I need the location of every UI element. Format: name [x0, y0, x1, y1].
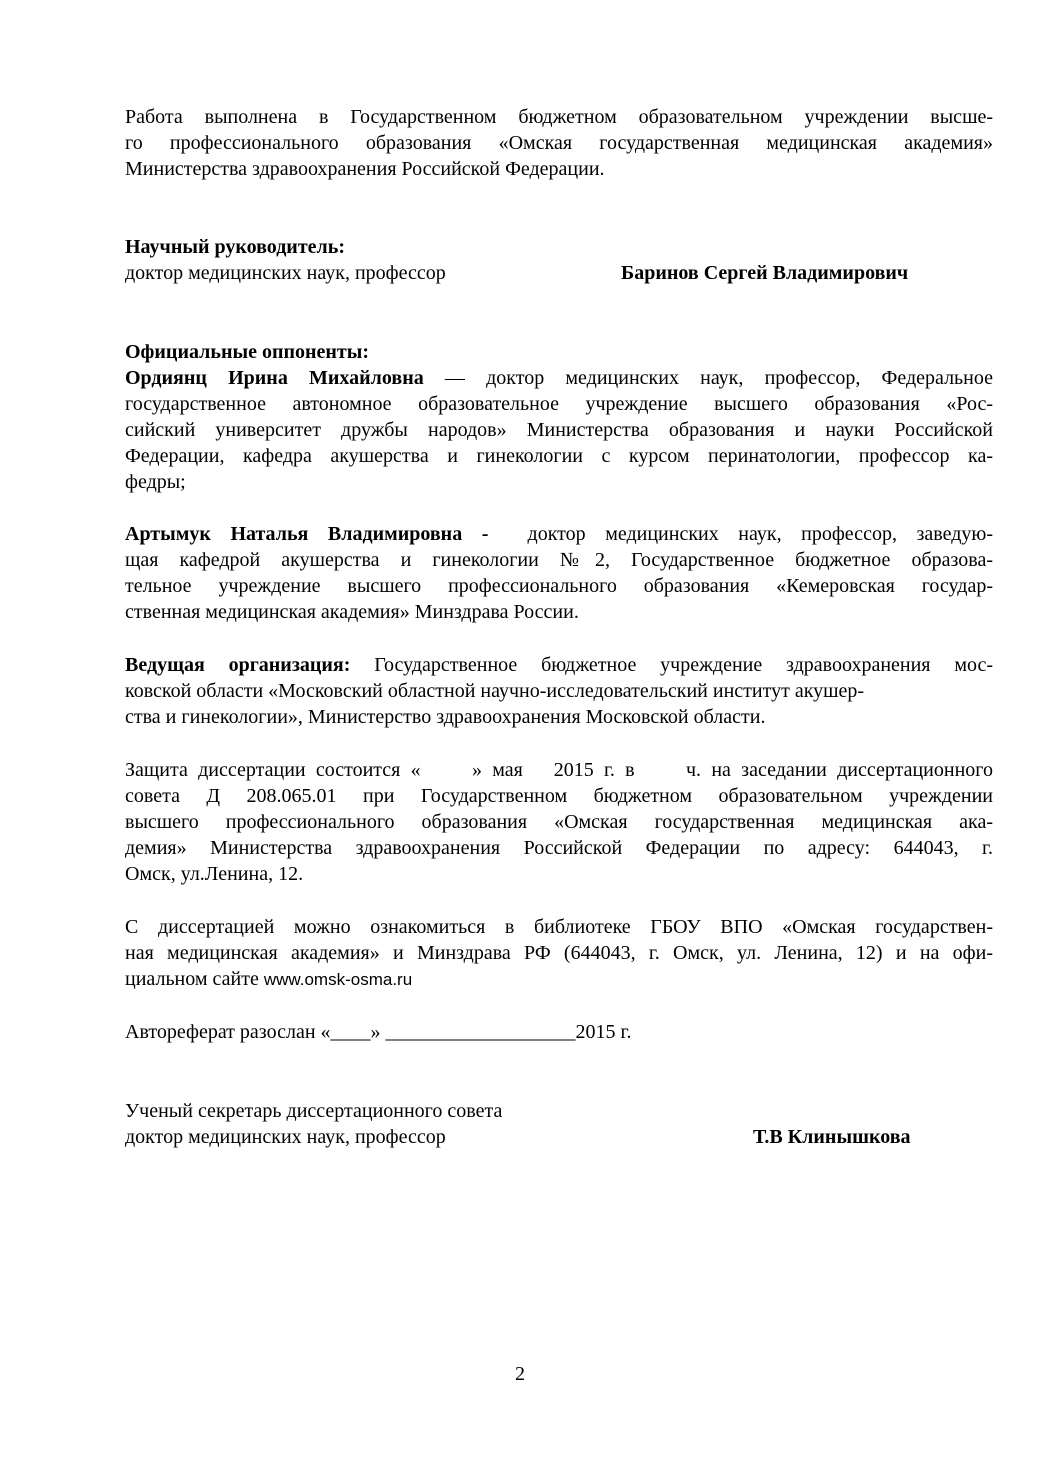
intro-line-2: го профессионального образования «Омская государственная медицинская академия»: [125, 132, 993, 154]
leading-org-line-1-rest: Государственное бюджетное учреждение здравоохранения мос-: [350, 654, 994, 676]
leading-org-line-1: [125, 652, 993, 678]
defense-paragraph: [125, 757, 993, 887]
intro-line-1: Работа выполнена в Государственном бюджетном образовательном учреждении высше-: [125, 106, 993, 128]
leading-org-label: Ведущая организация:: [125, 654, 351, 676]
opponent-2-line-3: тельное учреждение высшего профессионального образования «Кемеровская государ-: [125, 575, 993, 597]
secretary-title: доктор медицинских наук, профессор: [125, 1126, 446, 1148]
mailed-text: Автореферат разослан «____» ___________________2015 г.: [125, 1021, 632, 1043]
library-line-2: ная медицинская академия» и Минздрава РФ (644043, г. Омск, ул. Ленина, 12) и на офи-: [125, 942, 993, 964]
opponent-1-line-1-rest: — доктор медицинских наук, профессор, Федеральное: [423, 367, 994, 389]
leading-org-line-2: ковской области «Московский областной научно-исследовательский институт акушер-: [125, 680, 865, 702]
secretary-name: Т.В Клинышкова: [753, 1126, 911, 1148]
supervisor-title: доктор медицинских наук, профессор: [125, 262, 446, 284]
library-line-1: С диссертацией можно ознакомиться в библиотеке ГБОУ ВПО «Омская государствен-: [125, 916, 993, 938]
supervisor-heading: Научный руководитель:: [125, 236, 345, 258]
defense-line-2: совета Д 208.065.01 при Государственном бюджетном образовательном учреждении: [125, 785, 993, 807]
opponents-section: [125, 339, 993, 495]
opponent-1-line-4: Федерации, кафедра акушерства и гинекологии с курсом перинатологии, профессор ка-: [125, 445, 993, 467]
opponent-1-line-3: сийский университет дружбы народов» Министерства образования и науки Российской: [125, 419, 993, 441]
defense-line-3: высшего профессионального образования «Омская государственная медицинская ака-: [125, 811, 993, 833]
secretary-row: [125, 1124, 993, 1150]
opponent-2-line-1-rest: доктор медицинских наук, профессор, заведую-: [488, 523, 993, 545]
leading-org-line-3: ства и гинекологии», Министерство здравоохранения Московской области.: [125, 706, 766, 728]
defense-line-4: демия» Министерства здравоохранения Российской Федерации по адресу: 644043, г.: [125, 837, 993, 859]
secretary-line-1: Ученый секретарь диссертационного совета: [125, 1100, 503, 1122]
library-line-3-prefix: циальном сайте: [125, 968, 264, 990]
defense-line-5: Омск, ул.Ленина, 12.: [125, 863, 304, 885]
supervisor-row: [125, 260, 993, 286]
defense-line-1: Защита диссертации состоится « » мая 2015 г. в ч. на заседании диссертационного: [125, 759, 993, 781]
library-line-3: [125, 966, 993, 993]
opponent-1-line-2: государственное автономное образовательное учреждение высшего образования «Рос-: [125, 393, 993, 415]
supervisor-name: Баринов Сергей Владимирович: [621, 262, 909, 284]
opponent-2-line-1: [125, 521, 993, 547]
opponent-1-line-1: [125, 365, 993, 391]
opponent-1-name: Ордиянц Ирина Михайловна: [125, 367, 424, 389]
opponent-2-line-2: щая кафедрой акушерства и гинекологии №2, Государственное бюджетное образова-: [125, 549, 993, 571]
opponent-2-paragraph: [125, 521, 993, 625]
library-paragraph: [125, 914, 993, 993]
mailed-line: [125, 1019, 993, 1045]
opponent-2-name: Артымук Наталья Владимировна -: [125, 523, 489, 545]
intro-line-3: Министерства здравоохранения Российской Федерации.: [125, 158, 605, 180]
website-link[interactable]: www.omsk-osma.ru: [263, 970, 413, 989]
supervisor-section: [125, 234, 993, 286]
intro-paragraph: [125, 104, 993, 182]
secretary-section: [125, 1098, 993, 1150]
leading-org-paragraph: [125, 652, 993, 730]
page-number: 2: [515, 1363, 525, 1385]
opponent-1-line-5: федры;: [125, 471, 186, 493]
opponent-2-line-4: ственная медицинская академия» Минздрава России.: [125, 601, 579, 623]
opponents-heading: Официальные оппоненты:: [125, 341, 370, 363]
